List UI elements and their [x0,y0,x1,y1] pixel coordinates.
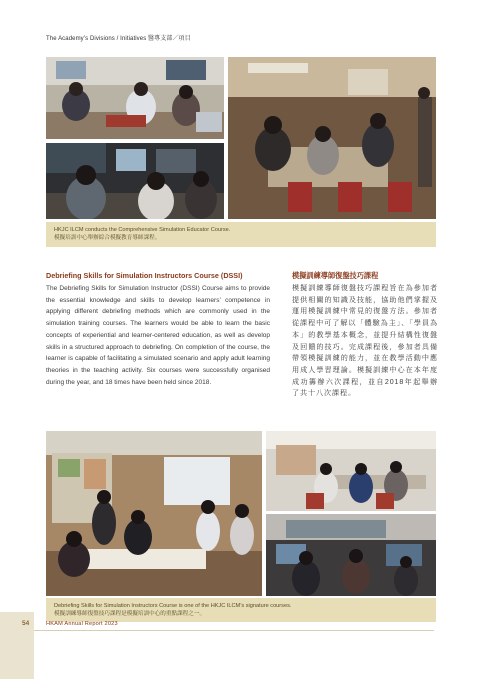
bottom-caption-english: Debriefing Skills for Simulation Instructors Course is one of the HKJC ILCM’s signature courses. [54,603,292,609]
photo-monitoring-room [266,514,436,596]
photo-simulation-lab [46,57,224,139]
photo-discussion-group [266,431,436,511]
top-caption-chinese: 模擬培訓中心舉辦綜合模擬教育導師課程。 [54,235,161,241]
bottom-photo-caption [46,598,436,622]
photo-control-room [46,143,224,219]
top-photo-caption [46,222,436,247]
photo-classroom-workshop [228,57,436,219]
footer-divider [34,630,434,631]
report-title: HKAM Annual Report 2023 [46,621,118,627]
page-number: 54 [22,620,30,627]
top-caption-english: HKJC ILCM conducts the Comprehensive Simulation Educator Course. [54,227,231,233]
section-body-english: The Debriefing Skills for Simulation Instructor (DSSI) Course aims to provide the essential knowledge and skills to develop learners’ competence in applying different debriefing methods which are commonly used in the simulation training courses. The learners would be able to learn the basic concepts of experiential and learner-centered education, as well as develop skills in a structured approach to debriefing. On completion of the course, the learner is capable of facilitating a simulated scenario and apply adult learning theories in the teaching activity. Six courses were successfully organised during the year, and 18 times have been held since 2018. [46,285,270,386]
section-title-chinese: 模擬訓練導師復盤技巧課程 [292,271,379,280]
photo-debriefing-presentation [46,431,262,596]
page-header-breadcrumb: The Academy’s Divisions / Initiatives 醫專支部／項目 [46,36,191,42]
section-body-chinese: 模擬訓練導師復盤技巧課程旨在為參加者提供相關的知識及技能，協助他們掌握及運用模擬訓練中常見的復盤方法。參加者從課程中可了解以「體驗為主」、「學員為本」的教學基本概念，並提升結構性復盤及回饋的技巧。完成課程後，參加者具備帶領模擬訓練的能力，並在教學活動中應用成人學習理論。模擬訓練中心在本年度成功籌辦六次課程，並自2018年起舉辦了共十八次課程。 [292,284,438,398]
bottom-caption-chinese: 模擬訓練導師復盤技巧課程是模擬培訓中心的重點課程之一。 [54,611,206,617]
section-title-english: Debriefing Skills for Simulation Instructors Course (DSSI) [46,271,243,280]
